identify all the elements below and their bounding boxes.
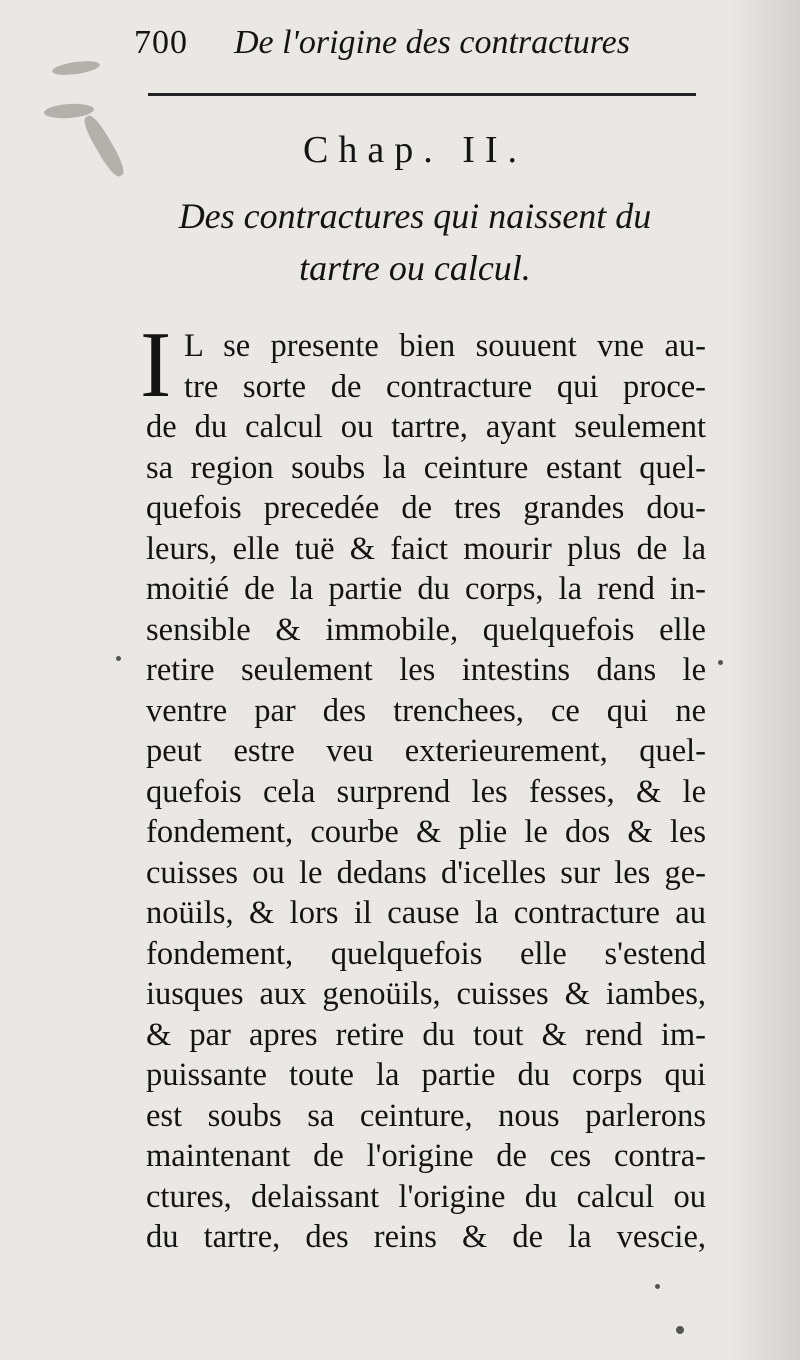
- text-line: cuisses ou le dedans d'icelles sur les ge-: [146, 854, 706, 891]
- ink-speck: [655, 1284, 660, 1289]
- text-line: quefois cela surprend les fesses, & le: [146, 773, 706, 810]
- drop-cap: I: [140, 313, 172, 417]
- running-title: De l'origine des contractures: [234, 24, 630, 61]
- text-line: sensible & immobile, quelquefois elle: [146, 611, 706, 648]
- text-line: du tartre, des reins & de la vescie,: [146, 1219, 706, 1255]
- text-line: est soubs sa ceinture, nous parlerons: [146, 1097, 706, 1134]
- text-line: fondement, courbe & plie le dos & les: [146, 814, 706, 850]
- text-line: ventre par des trenchees, ce qui ne: [146, 692, 706, 729]
- text-line: de du calcul ou tartre, ayant seulement: [146, 409, 706, 445]
- body-text: [146, 326, 706, 1258]
- text-line: tre sorte de contracture qui proce-: [184, 368, 706, 405]
- text-line: L se presente bien souuent vne au-: [184, 328, 706, 364]
- ink-speck: [676, 1326, 684, 1334]
- running-head: [134, 18, 694, 66]
- header-rule: [148, 93, 696, 96]
- text-line: retire seulement les intestins dans le: [146, 652, 706, 688]
- chapter-subtitle-line-2: tartre ou calcul.: [299, 248, 531, 288]
- text-line: noüils, & lors il cause la contracture au: [146, 895, 706, 931]
- text-line: leurs, elle tuë & faict mourir plus de la: [146, 530, 706, 567]
- text-line: quefois precedée de tres grandes dou-: [146, 490, 706, 526]
- text-line: moitié de la partie du corps, la rend in-: [146, 571, 706, 607]
- text-line: & par apres retire du tout & rend im-: [146, 1016, 706, 1053]
- text-line: peut estre veu exterieurement, quel-: [146, 733, 706, 769]
- text-line: ctures, delaissant l'origine du calcul ou: [146, 1178, 706, 1215]
- text-line: iusques aux genoüils, cuisses & iambes,: [146, 976, 706, 1012]
- ink-speck: [718, 660, 723, 665]
- ink-speck: [116, 656, 121, 661]
- text-line: fondement, quelquefois elle s'estend: [146, 935, 706, 972]
- page-number: 700: [134, 24, 188, 61]
- text-line: maintenant de l'origine de ces contra-: [146, 1138, 706, 1174]
- text-line: sa region soubs la ceinture estant quel-: [146, 449, 706, 486]
- ink-stain: [51, 59, 100, 78]
- text-line: puissante toute la partie du corps qui: [146, 1057, 706, 1093]
- chapter-heading: Chap. II.: [302, 129, 528, 171]
- chapter-subtitle-line-1: Des contractures qui naissent du: [178, 196, 652, 236]
